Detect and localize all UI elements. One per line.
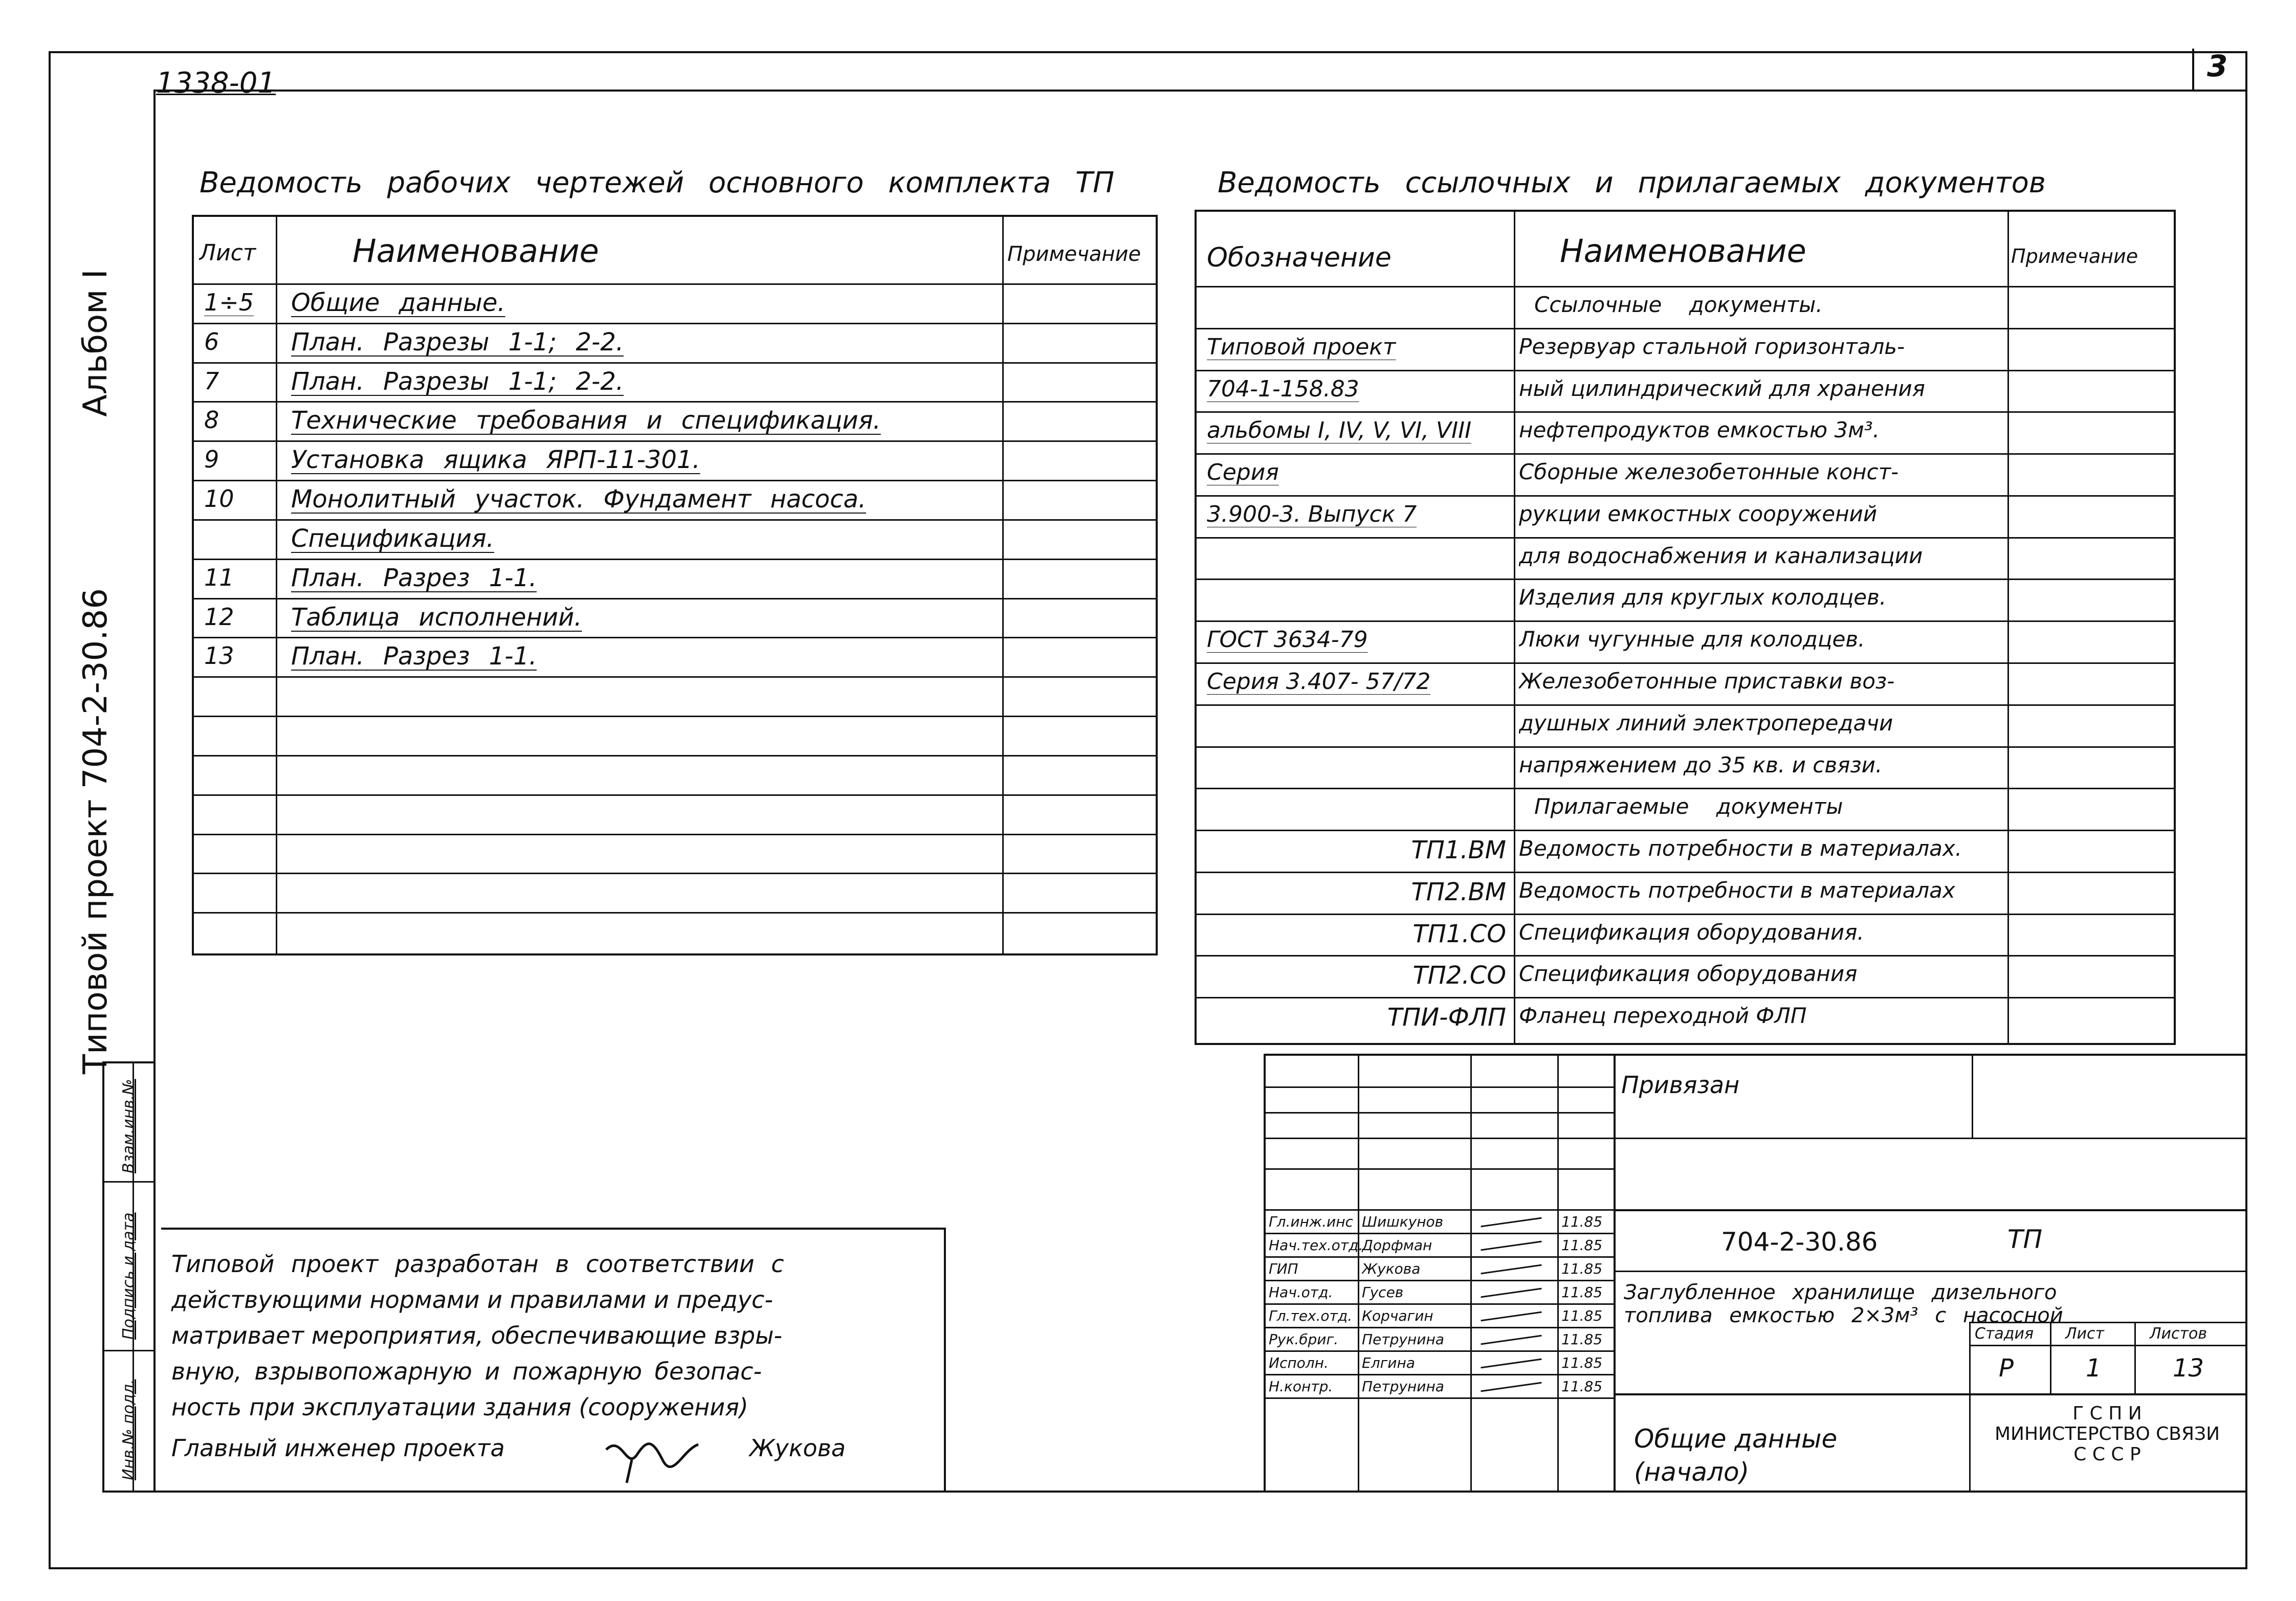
right-header-designation: Обозначение	[1207, 242, 1392, 273]
right-row-designation: Типовой проект	[1207, 333, 1396, 360]
organization	[1969, 1404, 2245, 1465]
signature-role: ГИП	[1269, 1260, 1298, 1277]
signature-mark	[1481, 1217, 1541, 1228]
signature-grid	[1266, 1056, 1616, 1491]
project-code: 704-2-30.86	[1721, 1227, 1878, 1257]
side-project-title: Типовой проект 704-2-30.86	[77, 588, 115, 1074]
right-row-name: рукции емкостных сооружений	[1519, 501, 1878, 526]
right-row-name: Фланец переходной ФЛП	[1519, 1003, 1807, 1029]
doc-code: 1338-01	[156, 66, 276, 100]
right-row-designation: 3.900-3. Выпуск 7	[1207, 501, 1417, 527]
left-row-name: Установка ящика ЯРП-11-301.	[291, 446, 700, 475]
signature-mark	[1481, 1288, 1541, 1298]
right-row-designation: Серия	[1207, 459, 1279, 486]
note-line-5: ность при эксплуатации здания (сооружения)	[171, 1393, 748, 1421]
left-row-name: Таблица исполнений.	[291, 603, 582, 632]
project-type: ТП	[2007, 1225, 2043, 1254]
signature-date: 11.85	[1561, 1284, 1603, 1301]
signature-date: 11.85	[1561, 1213, 1603, 1230]
album-label: Альбом I	[77, 269, 115, 417]
right-row-name: для водоснабжения и канализации	[1519, 543, 1923, 568]
note-block	[161, 1228, 946, 1491]
signature-name: Гусев	[1362, 1284, 1404, 1301]
sheets-value: 13	[2173, 1354, 2204, 1383]
sheet-number-box	[2192, 49, 2245, 90]
side-stamp-inv: Инв.№ подл.	[120, 1379, 138, 1480]
signature-mark	[1481, 1264, 1541, 1275]
signature-mark	[1481, 1241, 1541, 1251]
signature-mark	[1481, 1335, 1541, 1345]
drawing-title-1: Общие данные	[1634, 1424, 1838, 1454]
left-header-note: Примечание	[1007, 242, 1141, 266]
right-row-name: напряжением до 35 кв. и связи.	[1519, 752, 1883, 777]
sheets-header: Листов	[2150, 1325, 2207, 1343]
signature-mark	[1481, 1382, 1541, 1392]
left-row-sheet: 12	[204, 603, 234, 631]
signature-role: Нач.тех.отд.	[1269, 1237, 1363, 1254]
signature-name: Жукова	[1362, 1260, 1421, 1277]
left-header-name: Наименование	[352, 232, 599, 270]
privyazan-label: Привязан	[1621, 1071, 1740, 1099]
right-row-name: Изделия для круглых колодцев.	[1519, 585, 1887, 610]
right-row-designation: ТП2.СО	[1412, 961, 1506, 990]
right-row-name: Прилагаемые документы	[1534, 794, 1843, 819]
right-row-designation: альбомы I, IV, V, VI, VIII	[1207, 417, 1472, 444]
left-row-name: Монолитный участок. Фундамент насоса.	[291, 485, 867, 514]
left-row-sheet: 11	[204, 563, 234, 591]
right-row-name: Спецификация оборудования	[1519, 961, 1858, 987]
left-row-sheet: 1÷5	[204, 288, 254, 316]
signature-name: Корчагин	[1362, 1307, 1433, 1324]
left-row-name: Технические требования и спецификация.	[291, 406, 881, 435]
left-row-sheet: 7	[204, 367, 219, 395]
signature-name: Петрунина	[1362, 1331, 1444, 1348]
note-line-2: действующими нормами и правилами и предус-	[171, 1286, 773, 1314]
signature-role: Гл.тех.отд.	[1269, 1307, 1353, 1324]
left-table-caption: Ведомость рабочих чертежей основного комплекта ТП	[200, 166, 1115, 199]
signature-date: 11.85	[1561, 1307, 1603, 1324]
signature-name: Елгина	[1362, 1354, 1415, 1371]
left-row-sheet: 9	[204, 446, 219, 474]
right-row-name: Ведомость потребности в материалах	[1519, 877, 1955, 903]
left-row-sheet: 6	[204, 327, 219, 355]
right-row-designation: 704-1-158.83	[1207, 375, 1359, 402]
left-row-name: Спецификация.	[291, 524, 494, 553]
sheet-number: 3	[2207, 49, 2228, 83]
right-table-caption: Ведомость ссылочных и прилагаемых документов	[1218, 166, 2046, 199]
signature-date: 11.85	[1561, 1331, 1603, 1348]
right-row-designation: ТП2.ВМ	[1411, 877, 1506, 906]
right-table-rows	[1197, 286, 2174, 1043]
right-header-note: Примечание	[2011, 245, 2138, 268]
right-row-designation: ГОСТ 3634-79	[1207, 627, 1368, 653]
left-row-name: Общие данные.	[291, 288, 505, 317]
left-header-sheet: Лист	[199, 240, 256, 266]
right-row-designation: ТПИ-ФЛП	[1387, 1003, 1506, 1032]
right-table	[1195, 210, 2176, 1045]
org-line-2: МИНИСТЕРСТВО СВЯЗИ	[1994, 1424, 2220, 1444]
right-row-name: Ссылочные документы.	[1534, 292, 1823, 317]
signature-role: Гл.инж.инс	[1269, 1213, 1353, 1230]
right-header-name: Наименование	[1560, 232, 1806, 270]
left-row-sheet: 10	[204, 485, 234, 513]
side-stamp	[102, 1061, 156, 1493]
chief-engineer-signature	[601, 1429, 703, 1485]
signature-role: Н.контр.	[1269, 1378, 1333, 1395]
left-row-name: План. Разрезы 1-1; 2-2.	[291, 327, 624, 357]
stage-value: Р	[1999, 1354, 2014, 1383]
signature-mark	[1481, 1311, 1541, 1322]
right-row-name: душных линий электропередачи	[1519, 710, 1893, 736]
right-row-name: Резервуар стальной горизонталь-	[1519, 333, 1905, 359]
description-line-1: Заглубленное хранилище дизельного	[1624, 1281, 2057, 1304]
signature-date: 11.85	[1561, 1378, 1603, 1395]
chief-engineer-name: Жукова	[749, 1434, 846, 1462]
right-row-designation: ТП1.ВМ	[1411, 836, 1506, 865]
org-line-1: Г С П И	[2072, 1403, 2142, 1424]
left-row-name: План. Разрезы 1-1; 2-2.	[291, 367, 624, 396]
note-line-4: вную, взрывопожарную и пожарную безопас-	[171, 1358, 762, 1385]
sheet-value: 1	[2086, 1354, 2102, 1383]
signature-name: Петрунина	[1362, 1378, 1444, 1395]
left-table-rows	[194, 283, 1156, 953]
signature-mark	[1481, 1359, 1541, 1369]
signature-name: Дорфман	[1362, 1237, 1432, 1254]
right-row-designation: ТП1.СО	[1412, 919, 1506, 948]
note-line-1: Типовой проект разработан в соответствии с	[171, 1250, 784, 1278]
right-row-name: нефтепродуктов емкостью 3м³.	[1519, 417, 1880, 443]
right-row-name: ный цилиндрический для хранения	[1519, 375, 1925, 401]
note-line-3: матривает мероприятия, обеспечивающие взры-	[171, 1322, 783, 1349]
right-row-name: Ведомость потребности в материалах.	[1519, 836, 1962, 861]
left-row-sheet: 13	[204, 642, 234, 670]
signature-date: 11.85	[1561, 1354, 1603, 1371]
signature-date: 11.85	[1561, 1237, 1603, 1254]
signature-name: Шишкунов	[1362, 1213, 1444, 1230]
description-line-2: топлива емкостью 2×3м³ с насосной	[1624, 1304, 2063, 1327]
side-stamp-sign-date: Подпись и дата	[120, 1212, 138, 1340]
sheet-header: Лист	[2065, 1325, 2105, 1343]
title-block	[1264, 1054, 2245, 1491]
signature-date: 11.85	[1561, 1260, 1603, 1277]
signature-role: Исполн.	[1269, 1354, 1329, 1371]
right-row-name: Сборные железобетонные конст-	[1519, 459, 1899, 485]
left-row-name: План. Разрез 1-1.	[291, 563, 537, 592]
right-row-name: Железобетонные приставки воз-	[1519, 669, 1895, 694]
chief-engineer-label: Главный инженер проекта	[171, 1434, 505, 1462]
stage-header: Стадия	[1975, 1325, 2034, 1343]
org-line-3: С С С Р	[2073, 1444, 2141, 1465]
drawing-title-2: (начало)	[1634, 1457, 1750, 1487]
signature-role: Нач.отд.	[1269, 1284, 1333, 1301]
right-row-designation: Серия 3.407- 57/72	[1207, 669, 1431, 695]
signature-role: Рук.бриг.	[1269, 1331, 1339, 1348]
left-row-name: План. Разрез 1-1.	[291, 642, 537, 671]
right-row-name: Люки чугунные для колодцев.	[1519, 627, 1865, 652]
side-stamp-replace: Взам.инв.№	[120, 1079, 138, 1173]
left-table	[192, 215, 1158, 955]
right-row-name: Спецификация оборудования.	[1519, 919, 1864, 945]
left-row-sheet: 8	[204, 406, 219, 434]
